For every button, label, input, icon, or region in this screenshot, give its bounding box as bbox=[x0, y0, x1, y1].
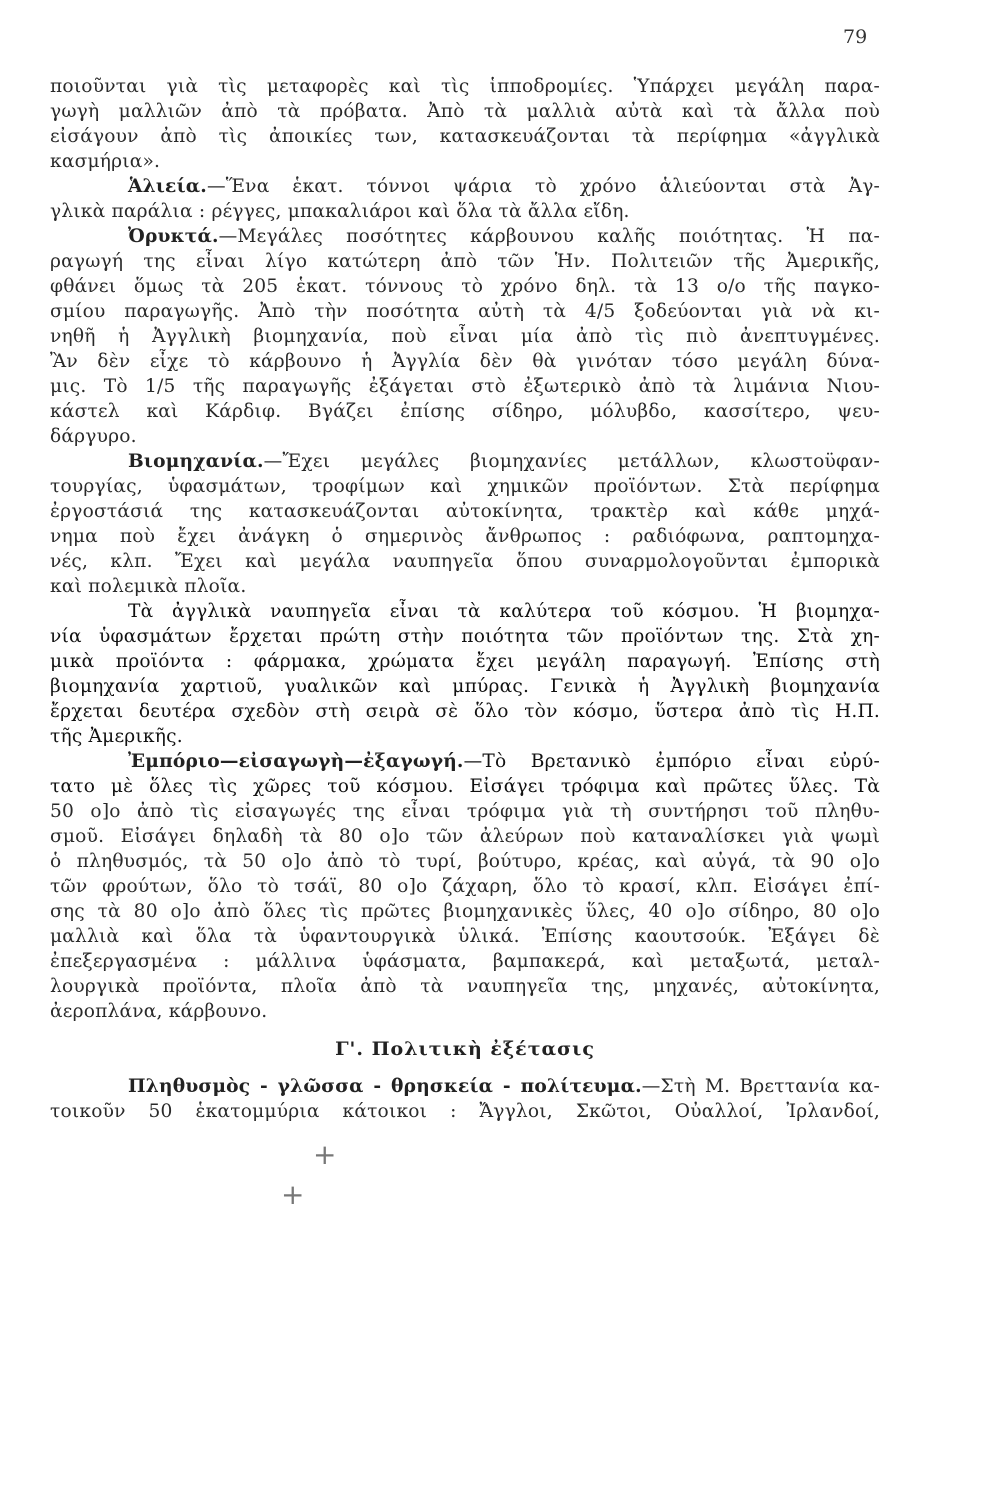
pencil-cross-mark: + bbox=[281, 1178, 305, 1211]
text-line: εἰσάγουν ἀπὸ τὶς ἀποικίες των, κατασκευάζονται τὰ περίφημα «ἀγγλικὰ bbox=[50, 126, 880, 147]
section-title-fishing: Ἁλιεία. bbox=[128, 176, 207, 197]
text-line: λουργικὰ προϊόντα, πλοῖα ἀπὸ τὰ ναυπηγεῖα της, μηχανές, αὐτοκίνητα, bbox=[50, 976, 880, 997]
text-line: τοικοῦν 50 ἑκατομμύρια κάτοικοι : Ἄγγλοι, Σκῶτοι, Οὐαλλοί, Ἰρλανδοί, bbox=[50, 1101, 880, 1122]
text-line: τουργίας, ὑφασμάτων, τροφίμων καὶ χημικῶν προϊόντων. Στὰ περίφημα bbox=[50, 476, 880, 497]
text-line: γλικὰ παράλια : ρέγγες, μπακαλιάροι καὶ ὅλα τὰ ἄλλα εἴδη. bbox=[50, 201, 630, 222]
text-line: Τὰ ἀγγλικὰ ναυπηγεῖα εἶναι τὰ καλύτερα τοῦ κόσμου. Ἡ βιομηχα- bbox=[128, 601, 880, 622]
text-line: μικὰ προϊόντα : φάρμακα, χρώματα ἔχει μεγάλη παραγωγή. Ἐπίσης στὴ bbox=[50, 651, 880, 672]
text-line: Ἂν δὲν εἶχε τὸ κάρβουνο ἡ Ἀγγλία δὲν θὰ γινόταν τόσο μεγάλη δύνα- bbox=[50, 351, 880, 372]
text-run: —Ἔχει μεγάλες βιομηχανίες μετάλλων, κλωστοϋφαν- bbox=[263, 451, 880, 472]
text-line: φθάνει ὅμως τὰ 205 ἑκατ. τόννους τὸ χρόνο δηλ. τὰ 13 ο/ο τῆς παγκο- bbox=[50, 276, 880, 297]
text-line: τῶν φρούτων, ὅλο τὸ τσάϊ, 80 ο]ο ζάχαρη, ὅλο τὸ κρασί, κλπ. Εἰσάγει ἐπί- bbox=[50, 876, 880, 897]
text-line: μις. Τὸ 1/5 τῆς παραγωγῆς ἐξάγεται στὸ ἐξωτερικὸ ἀπὸ τὰ λιμάνια Νιου- bbox=[50, 376, 880, 397]
text-line bbox=[50, 749, 880, 774]
page-number: 79 bbox=[843, 26, 868, 48]
text-line: ἀεροπλάνα, κάρβουνο. bbox=[50, 1001, 268, 1022]
text-line: δάργυρο. bbox=[50, 426, 137, 447]
text-line: νηθῆ ἡ Ἀγγλικὴ βιομηχανία, ποὺ εἶναι μία ἀπὸ τὶς πιὸ ἀνεπτυγμένες. bbox=[50, 326, 880, 347]
text-line bbox=[50, 1074, 880, 1099]
text-line: νία ὑφασμάτων ἔρχεται πρώτη στὴν ποιότητα τῶν προϊόντων της. Στὰ χη- bbox=[50, 626, 880, 647]
text-line: σμίου παραγωγῆς. Ἀπὸ τὴν ποσότητα αὐτὴ τὰ 4/5 ξοδεύονται γιὰ νὰ κι- bbox=[50, 301, 880, 322]
text-line: ραγωγή της εἶναι λίγο κατώτερη ἀπὸ τῶν Ἡν. Πολιτειῶν τῆς Ἀμερικῆς, bbox=[50, 251, 880, 272]
text-line: μαλλιὰ καὶ ὅλα τὰ ὑφαντουργικὰ ὑλικά. Ἐπίσης καουτσούκ. Ἐξάγει δὲ bbox=[50, 926, 880, 947]
text-line: νημα ποὺ ἔχει ἀνάγκη ὁ σημερινὸς ἄνθρωπος : ραδιόφωνα, ραπτομηχα- bbox=[50, 526, 880, 547]
pencil-cross-mark: + bbox=[313, 1138, 337, 1171]
text-line bbox=[50, 449, 880, 474]
section-heading: Γ'. Πολιτικὴ ἐξέτασις bbox=[335, 1038, 595, 1060]
text-run: —Ἕνα ἑκατ. τόννοι ψάρια τὸ χρόνο ἁλιεύονται στὰ Ἀγ- bbox=[206, 176, 880, 197]
text-line: βιομηχανία χαρτιοῦ, γυαλικῶν καὶ μπύρας. Γενικὰ ἡ Ἀγγλικὴ βιομηχανία bbox=[50, 676, 880, 697]
text-run: —Τὸ Βρετανικὸ ἐμπόριο εἶναι εὐρύ- bbox=[463, 751, 880, 772]
section-title-industry: Βιομηχανία. bbox=[128, 451, 264, 472]
text-line bbox=[50, 224, 880, 249]
text-line: ἔρχεται δευτέρα σχεδὸν στὴ σειρὰ σὲ ὅλο τὸν κόσμο, ὕστερα ἀπὸ τὶς Η.Π. bbox=[50, 701, 880, 722]
text-line: καὶ πολεμικὰ πλοῖα. bbox=[50, 576, 247, 597]
section-title-trade: Ἐμπόριο—εἰσαγωγὴ—ἐξαγωγή. bbox=[128, 751, 464, 772]
page-body bbox=[50, 74, 880, 1124]
text-line: σμοῦ. Εἰσάγει δηλαδὴ τὰ 80 ο]ο τῶν ἀλεύρων ποὺ καταναλίσκει γιὰ ψωμὶ bbox=[50, 826, 880, 847]
text-line: κασμήρια». bbox=[50, 151, 161, 172]
text-line: κάστελ καὶ Κάρδιφ. Βγάζει ἐπίσης σίδηρο, μόλυβδο, κασσίτερο, ψευ- bbox=[50, 401, 880, 422]
text-line: σης τὰ 80 ο]ο ἀπὸ ὅλες τὶς πρῶτες βιομηχανικὲς ὕλες, 40 ο]ο σίδηρο, 80 ο]ο bbox=[50, 901, 880, 922]
text-run: —Μεγάλες ποσότητες κάρβουνου καλῆς ποιότητας. Ἡ πα- bbox=[218, 226, 880, 247]
text-line: τατο μὲ ὅλες τὶς χῶρες τοῦ κόσμου. Εἰσάγει τρόφιμα καὶ πρῶτες ὕλες. Τὰ bbox=[50, 776, 880, 797]
section-title-population: Πληθυσμὸς - γλῶσσα - θρησκεία - πολίτευμα. bbox=[128, 1076, 642, 1097]
text-line: ποιοῦνται γιὰ τὶς μεταφορὲς καὶ τὶς ἱπποδρομίες. Ὑπάρχει μεγάλη παρα- bbox=[50, 76, 880, 97]
text-line: ἐπεξεργασμένα : μάλλινα ὑφάσματα, βαμπακερά, καὶ μεταξωτά, μεταλ- bbox=[50, 951, 880, 972]
text-line bbox=[50, 174, 880, 199]
text-run: —Στὴ Μ. Βρεττανία κα- bbox=[641, 1076, 880, 1097]
text-line: γωγὴ μαλλιῶν ἀπὸ τὰ πρόβατα. Ἀπὸ τὰ μαλλιὰ αὐτὰ καὶ τὰ ἄλλα ποὺ bbox=[50, 101, 880, 122]
text-line: ὁ πληθυσμός, τὰ 50 ο]ο ἀπὸ τὸ τυρί, βούτυρο, κρέας, καὶ αὐγά, τὰ 90 ο]ο bbox=[50, 851, 880, 872]
text-line: τῆς Ἀμερικῆς. bbox=[50, 726, 183, 747]
text-line: ἐργοστάσιά της κατασκευάζονται αὐτοκίνητα, τρακτὲρ καὶ κάθε μηχά- bbox=[50, 501, 880, 522]
text-line: νές, κλπ. Ἔχει καὶ μεγάλα ναυπηγεῖα ὅπου συναρμολογοῦνται ἐμπορικὰ bbox=[50, 551, 880, 572]
section-title-minerals: Ὀρυκτά. bbox=[128, 226, 219, 247]
text-line: 50 ο]ο ἀπὸ τὶς εἰσαγωγές της εἶναι τρόφιμα γιὰ τὴ συντήρησι τοῦ πληθυ- bbox=[50, 801, 880, 822]
